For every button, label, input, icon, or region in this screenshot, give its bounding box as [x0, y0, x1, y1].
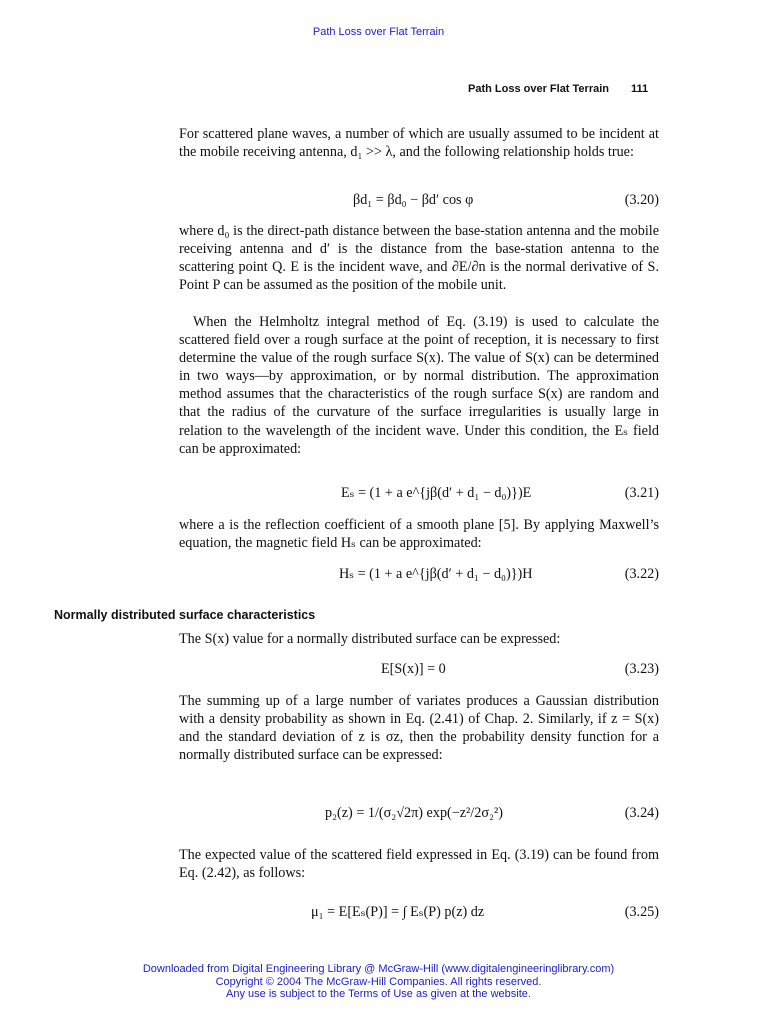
- equation-number: (3.21): [624, 485, 659, 501]
- equation-body: μ₁ = E[Eₛ(P)] = ∫ Eₛ(P) p(z) dz: [311, 904, 485, 920]
- footer-terms-link[interactable]: Any use is subject to the Terms of Use as given at the website.: [226, 988, 531, 1000]
- paragraph-6: The summing up of a large number of variates produces a Gaussian distribution with a density probability as shown in Eq. (2.41) of Chap. 2. Similarly, if z = S(x) and the standard deviation of z is σz, then the probability density function for a normally distributed surface can be expressed:: [179, 693, 659, 764]
- footer-notice: [0, 963, 757, 1001]
- paragraph-1: For scattered plane waves, a number of which are usually assumed to be incident at the mobile receiving antenna, d₁ >> λ, and the following relationship holds true:: [179, 126, 659, 161]
- top-chapter-link[interactable]: Path Loss over Flat Terrain: [312, 26, 445, 38]
- footer-download-link[interactable]: Downloaded from Digital Engineering Library @ McGraw-Hill (www.digitalengineeringlibrary.com): [142, 963, 615, 975]
- equation-body: Eₛ = (1 + a e^{jβ(d′ + d₁ − d₀)})E: [341, 485, 532, 501]
- equation-body: p₂(z) = 1/(σ₂√2π) exp(−z²/2σ₂²): [325, 805, 503, 821]
- equation-number: (3.22): [624, 566, 659, 582]
- equation-number: (3.20): [624, 192, 659, 208]
- equation-3-21: [179, 485, 659, 505]
- equation-number: (3.23): [624, 661, 659, 677]
- running-head: [468, 83, 648, 95]
- paragraph-5: The S(x) value for a normally distributed surface can be expressed:: [179, 631, 561, 647]
- paragraph-2: where d₀ is the direct-path distance between the base-station antenna and the mobile receiving antenna and d′ is the distance from the base-station antenna to the scattering point Q. E is the incident wave, and ∂E/∂n is the normal derivative of S. Point P can be assumed as the position of the mobile unit.: [179, 223, 659, 294]
- equation-3-24: [179, 805, 659, 825]
- equation-body: Hₛ = (1 + a e^{jβ(d′ + d₁ − d₀)})H: [339, 566, 533, 582]
- equation-body: βd₁ = βd₀ − βd′ cos φ: [353, 192, 474, 208]
- equation-body: E[S(x)] = 0: [381, 661, 446, 677]
- footer-copyright: Copyright © 2004 The McGraw-Hill Companies. All rights reserved.: [215, 975, 542, 988]
- equation-3-25: [179, 904, 659, 924]
- page-number: 111: [631, 83, 649, 95]
- equation-3-23: [179, 661, 659, 681]
- equation-number: (3.24): [624, 805, 659, 821]
- equation-number: (3.25): [624, 904, 659, 920]
- paragraph-3: When the Helmholtz integral method of Eq. (3.19) is used to calculate the scattered field over a rough surface at the point of reception, it is necessary to first determine the value of the rough surface S(x). The value of S(x) can be determined in two ways—by approximation, or by normal distribution. The approximation method assumes that the characteristics of the rough surface S(x) are random and that the radius of the curvature of the surface irregularities is usually large in relation to the wavelength of the incident wave. Under this condition, the Eₛ field can be approximated:: [179, 314, 659, 457]
- section-subheading: Normally distributed surface characteristics: [54, 608, 316, 622]
- equation-3-22: [179, 566, 659, 586]
- paragraph-4: where a is the reflection coefficient of a smooth plane [5]. By applying Maxwell’s equation, the magnetic field Hₛ can be approximated:: [179, 517, 659, 552]
- running-title: Path Loss over Flat Terrain: [468, 83, 610, 95]
- equation-3-20: [179, 192, 659, 212]
- paragraph-7: The expected value of the scattered field expressed in Eq. (3.19) can be found from Eq. (2.42), as follows:: [179, 847, 659, 882]
